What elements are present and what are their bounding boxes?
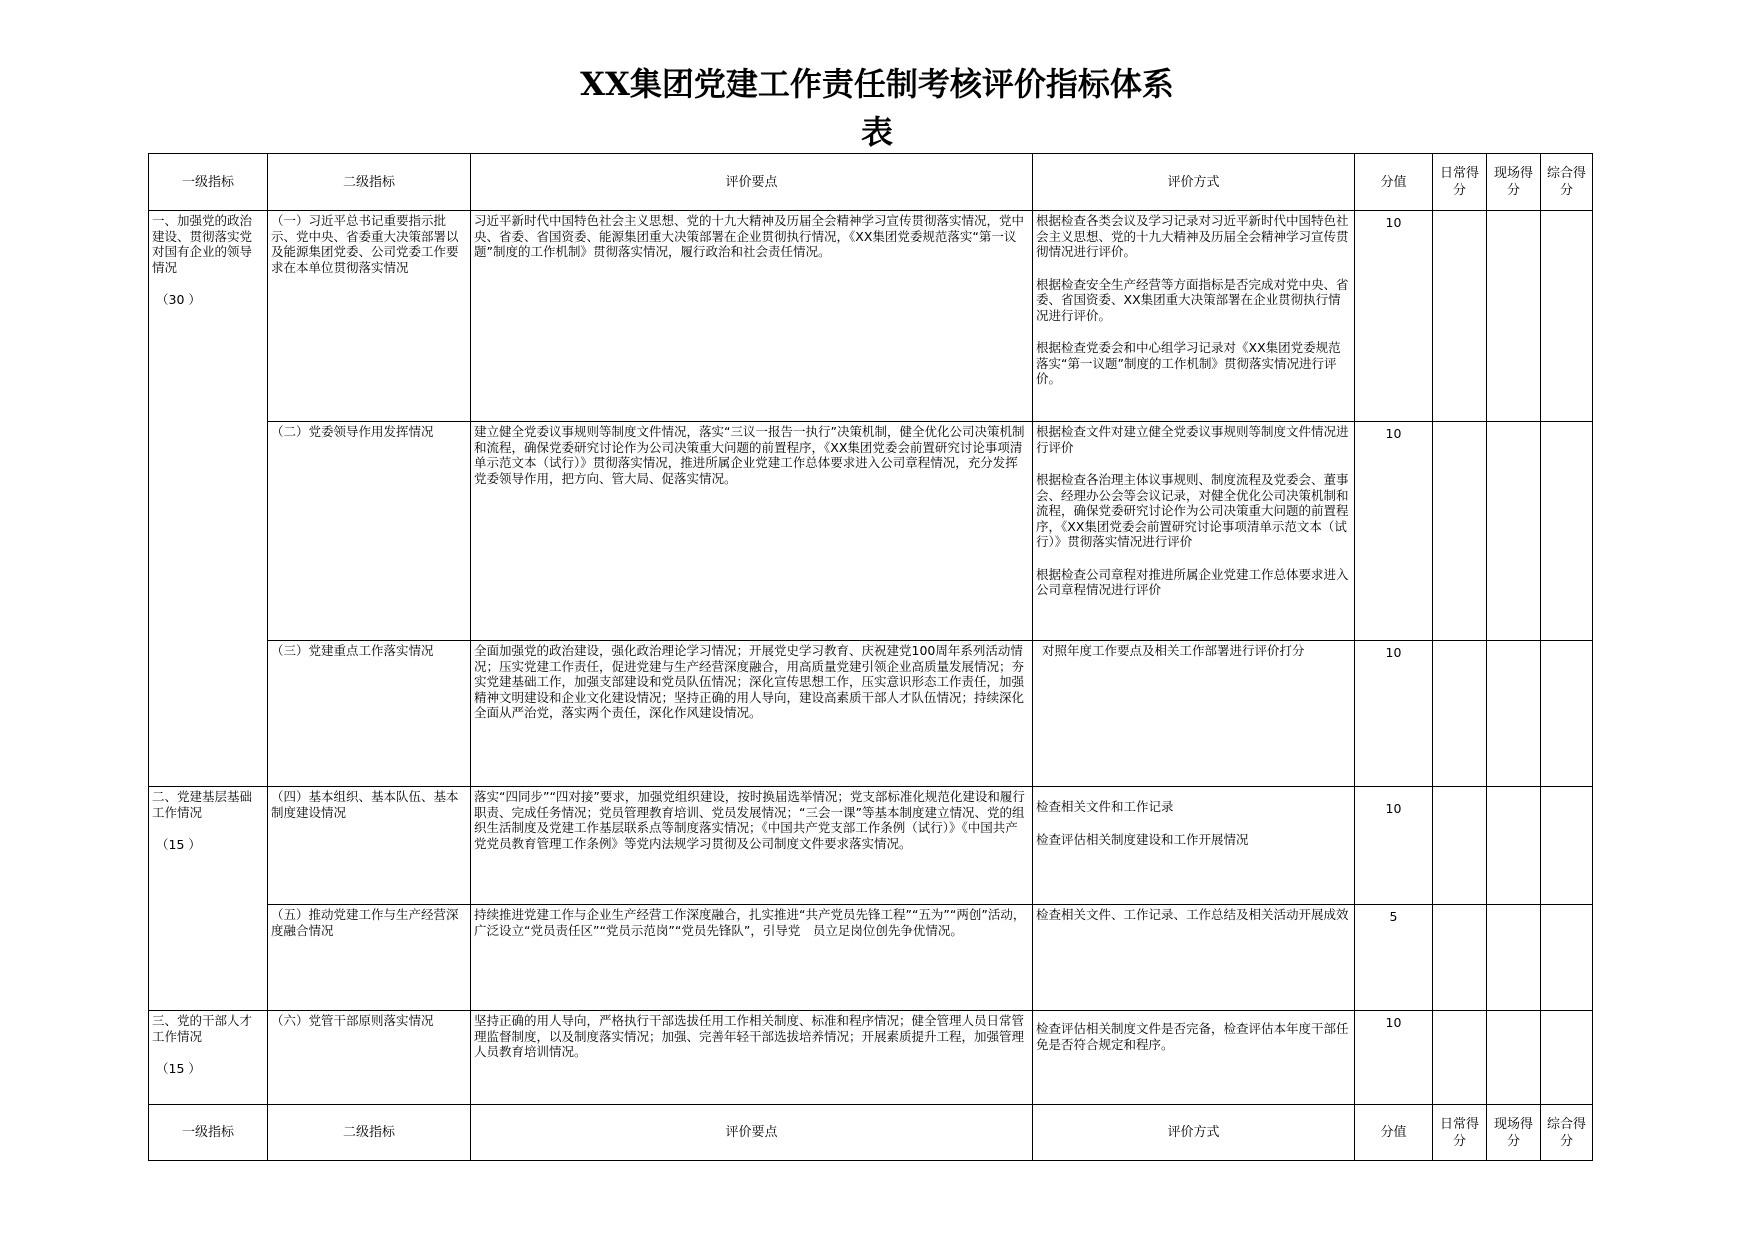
- method-item: 根据检查党委会和中心组学习记录对《XX集团党委规范落实“第一议题”制度的工作机制》贯彻落实情况进行评价。: [1036, 340, 1341, 386]
- header-level2: 二级指标: [268, 154, 471, 211]
- table-row: [149, 905, 1593, 1011]
- footer-onsite-score: 现场得分: [1487, 1105, 1541, 1161]
- footer-level2: 二级指标: [268, 1105, 471, 1161]
- score-cell: 10: [1355, 422, 1433, 641]
- evaluation-table: [148, 153, 1593, 1161]
- score-cell: 10: [1355, 641, 1433, 787]
- method-item: 根据检查安全生产经营等方面指标是否完成对党中央、省委、省国资委、XX集团重大决策部署在企业贯彻执行情况进行评价。: [1036, 276, 1349, 323]
- table-row: [149, 787, 1593, 905]
- level1-points: （15 ）: [156, 837, 201, 852]
- table-footer-header-row: [149, 1105, 1593, 1161]
- header-method: 评价方式: [1033, 154, 1355, 211]
- score-cell: 10: [1355, 1011, 1433, 1105]
- document-title-continued: 表: [860, 113, 893, 151]
- level1-name: 一、加强党的政治建设、贯彻落实党对国有企业的领导情况: [152, 213, 253, 275]
- level1-points: （15 ）: [156, 1061, 201, 1076]
- key-points-cell: 落实“四同步”“四对接”要求，加强党组织建设，按时换届选举情况；党支部标准化规范化建设和履行职责、完成任务情况；党员管理教育培训、党员发展情况；“三会一课”等基本制度建立情况、党的组织生活制度及党建工作基层联系点等制度落实情况；《中国共产党支部工作条例（试行）》《中国共产党党员教育管理工作条例》等党内法规学习贯彻及公司制度文件要求落实情况。: [471, 787, 1033, 905]
- onsite-score-cell: [1487, 422, 1541, 641]
- total-score-cell: [1541, 787, 1593, 905]
- method-item: 检查评估相关制度建设和工作开展情况: [1036, 831, 1249, 847]
- header-total-score: 综合得分: [1541, 154, 1593, 211]
- method-cell: [1033, 787, 1355, 905]
- table-row: [149, 422, 1593, 641]
- method-item: 根据检查公司章程对推进所属企业党建工作总体要求进入公司章程情况进行评价: [1036, 566, 1349, 597]
- footer-level1: 一级指标: [149, 1105, 268, 1161]
- level1-name: 三、党的干部人才工作情况: [152, 1013, 253, 1044]
- level2-cell: （四）基本组织、基本队伍、基本制度建设情况: [268, 787, 471, 905]
- document-title: XX集团党建工作责任制考核评价指标体系: [580, 65, 1174, 103]
- onsite-score-cell: [1487, 211, 1541, 422]
- score-cell: 10: [1355, 787, 1433, 905]
- method-cell: [1033, 1011, 1355, 1105]
- level1-points: （30 ）: [156, 292, 201, 307]
- score-cell: 5: [1355, 905, 1433, 1011]
- onsite-score-cell: [1487, 1011, 1541, 1105]
- key-points-cell: 坚持正确的用人导向，严格执行干部选拔任用工作相关制度、标准和程序情况；健全管理人员日常管理监督制度，以及制度落实情况；加强、完善年轻干部选拔培养情况；开展素质提升工程，加强管理人员教育培训情况。: [471, 1011, 1033, 1105]
- footer-score: 分值: [1355, 1105, 1433, 1161]
- method-cell: [1033, 905, 1355, 1011]
- daily-score-cell: [1433, 905, 1487, 1011]
- total-score-cell: [1541, 422, 1593, 641]
- onsite-score-cell: [1487, 641, 1541, 787]
- header-key-points: 评价要点: [471, 154, 1033, 211]
- level2-cell: （一）习近平总书记重要指示批示、党中央、省委重大决策部署以及能源集团党委、公司党委工作要求在本单位贯彻落实情况: [268, 211, 471, 422]
- daily-score-cell: [1433, 1011, 1487, 1105]
- onsite-score-cell: [1487, 787, 1541, 905]
- method-cell: [1033, 211, 1355, 422]
- total-score-cell: [1541, 211, 1593, 422]
- total-score-cell: [1541, 905, 1593, 1011]
- level2-cell: （三）党建重点工作落实情况: [268, 641, 471, 787]
- key-points-cell: 习近平新时代中国特色社会主义思想、党的十九大精神及历届全会精神学习宣传贯彻落实情况，党中央、省委、省国资委、能源集团重大决策部署在企业贯彻执行情况，《XX集团党委规范落实“第一议题”制度的工作机制》贯彻落实情况，履行政治和社会责任情况。: [471, 211, 1033, 422]
- method-item: 检查评估相关制度文件是否完备，检查评估本年度干部任免是否符合规定和程序。: [1036, 1021, 1349, 1052]
- daily-score-cell: [1433, 641, 1487, 787]
- score-cell: 10: [1355, 211, 1433, 422]
- total-score-cell: [1541, 641, 1593, 787]
- level2-cell: （六）党管干部原则落实情况: [268, 1011, 471, 1105]
- table-row: [149, 211, 1593, 422]
- level2-cell: （五）推动党建工作与生产经营深度融合情况: [268, 905, 471, 1011]
- method-item: 根据检查各类会议及学习记录对习近平新时代中国特色社会主义思想、党的十九大精神及历届全会精神学习宣传贯彻情况进行评价。: [1036, 213, 1349, 259]
- table-row: [149, 641, 1593, 787]
- footer-key-points: 评价要点: [471, 1105, 1033, 1161]
- onsite-score-cell: [1487, 905, 1541, 1011]
- table-row: [149, 1011, 1593, 1105]
- header-level1: 一级指标: [149, 154, 268, 211]
- method-cell: [1033, 422, 1355, 641]
- daily-score-cell: [1433, 422, 1487, 641]
- total-score-cell: [1541, 1011, 1593, 1105]
- footer-daily-score: 日常得分: [1433, 1105, 1487, 1161]
- footer-total-score: 综合得分: [1541, 1105, 1593, 1161]
- level2-cell: （二）党委领导作用发挥情况: [268, 422, 471, 641]
- header-onsite-score: 现场得分: [1487, 154, 1541, 211]
- key-points-cell: 持续推进党建工作与企业生产经营工作深度融合，扎实推进“共产党员先锋工程”“五为”“两创”活动，广泛设立“党员责任区”“党员示范岗”“党员先锋队”，引导党 员立足岗位创先争优情况。: [471, 905, 1033, 1011]
- daily-score-cell: [1433, 787, 1487, 905]
- method-item: 对照年度工作要点及相关工作部署进行评价打分: [1042, 643, 1305, 658]
- method-item: 检查相关文件、工作记录、工作总结及相关活动开展成效: [1036, 907, 1349, 922]
- method-item: 根据检查文件对建立健全党委议事规则等制度文件情况进行评价: [1036, 424, 1349, 455]
- header-score: 分值: [1355, 154, 1433, 211]
- key-points-cell: 建立健全党委议事规则等制度文件情况，落实“三议一报告一执行”决策机制，健全优化公司决策机制和流程，确保党委研究讨论作为公司决策重大问题的前置程序，《XX集团党委会前置研究讨论事项清单示范文本（试行）》贯彻落实情况，推进所属企业党建工作总体要求进入公司章程情况，充分发挥党委领导作用，把方向、管大局、促落实情况。: [471, 422, 1033, 641]
- level1-cell: [149, 211, 268, 787]
- key-points-cell: 全面加强党的政治建设，强化政治理论学习情况；开展党史学习教育、庆祝建党100周年系列活动情况；压实党建工作责任，促进党建与生产经营深度融合，用高质量党建引领企业高质量发展情况；夯实党建基础工作，加强支部建设和党员队伍情况；深化宣传思想工作，压实意识形态工作责任，加强精神文明建设和企业文化建设情况；坚持正确的用人导向，建设高素质干部人才队伍情况；持续深化全面从严治党，落实两个责任，深化作风建设情况。: [471, 641, 1033, 787]
- method-item: 检查相关文件和工作记录: [1036, 799, 1174, 814]
- table-header-row: [149, 154, 1593, 211]
- daily-score-cell: [1433, 211, 1487, 422]
- method-cell: [1033, 641, 1355, 787]
- level1-name: 二、党建基层基础工作情况: [152, 789, 253, 820]
- header-daily-score: 日常得分: [1433, 154, 1487, 211]
- method-item: 根据检查各治理主体议事规则、制度流程及党委会、董事会、经理办公会等会议记录，对健全优化公司决策机制和流程，确保党委研究讨论作为公司决策重大问题的前置程序，《XX集团党委会前置研究讨论事项清单示范文本（试行）》贯彻落实情况进行评价: [1036, 472, 1349, 549]
- level1-cell: [149, 1011, 268, 1105]
- footer-method: 评价方式: [1033, 1105, 1355, 1161]
- level1-cell: [149, 787, 268, 1011]
